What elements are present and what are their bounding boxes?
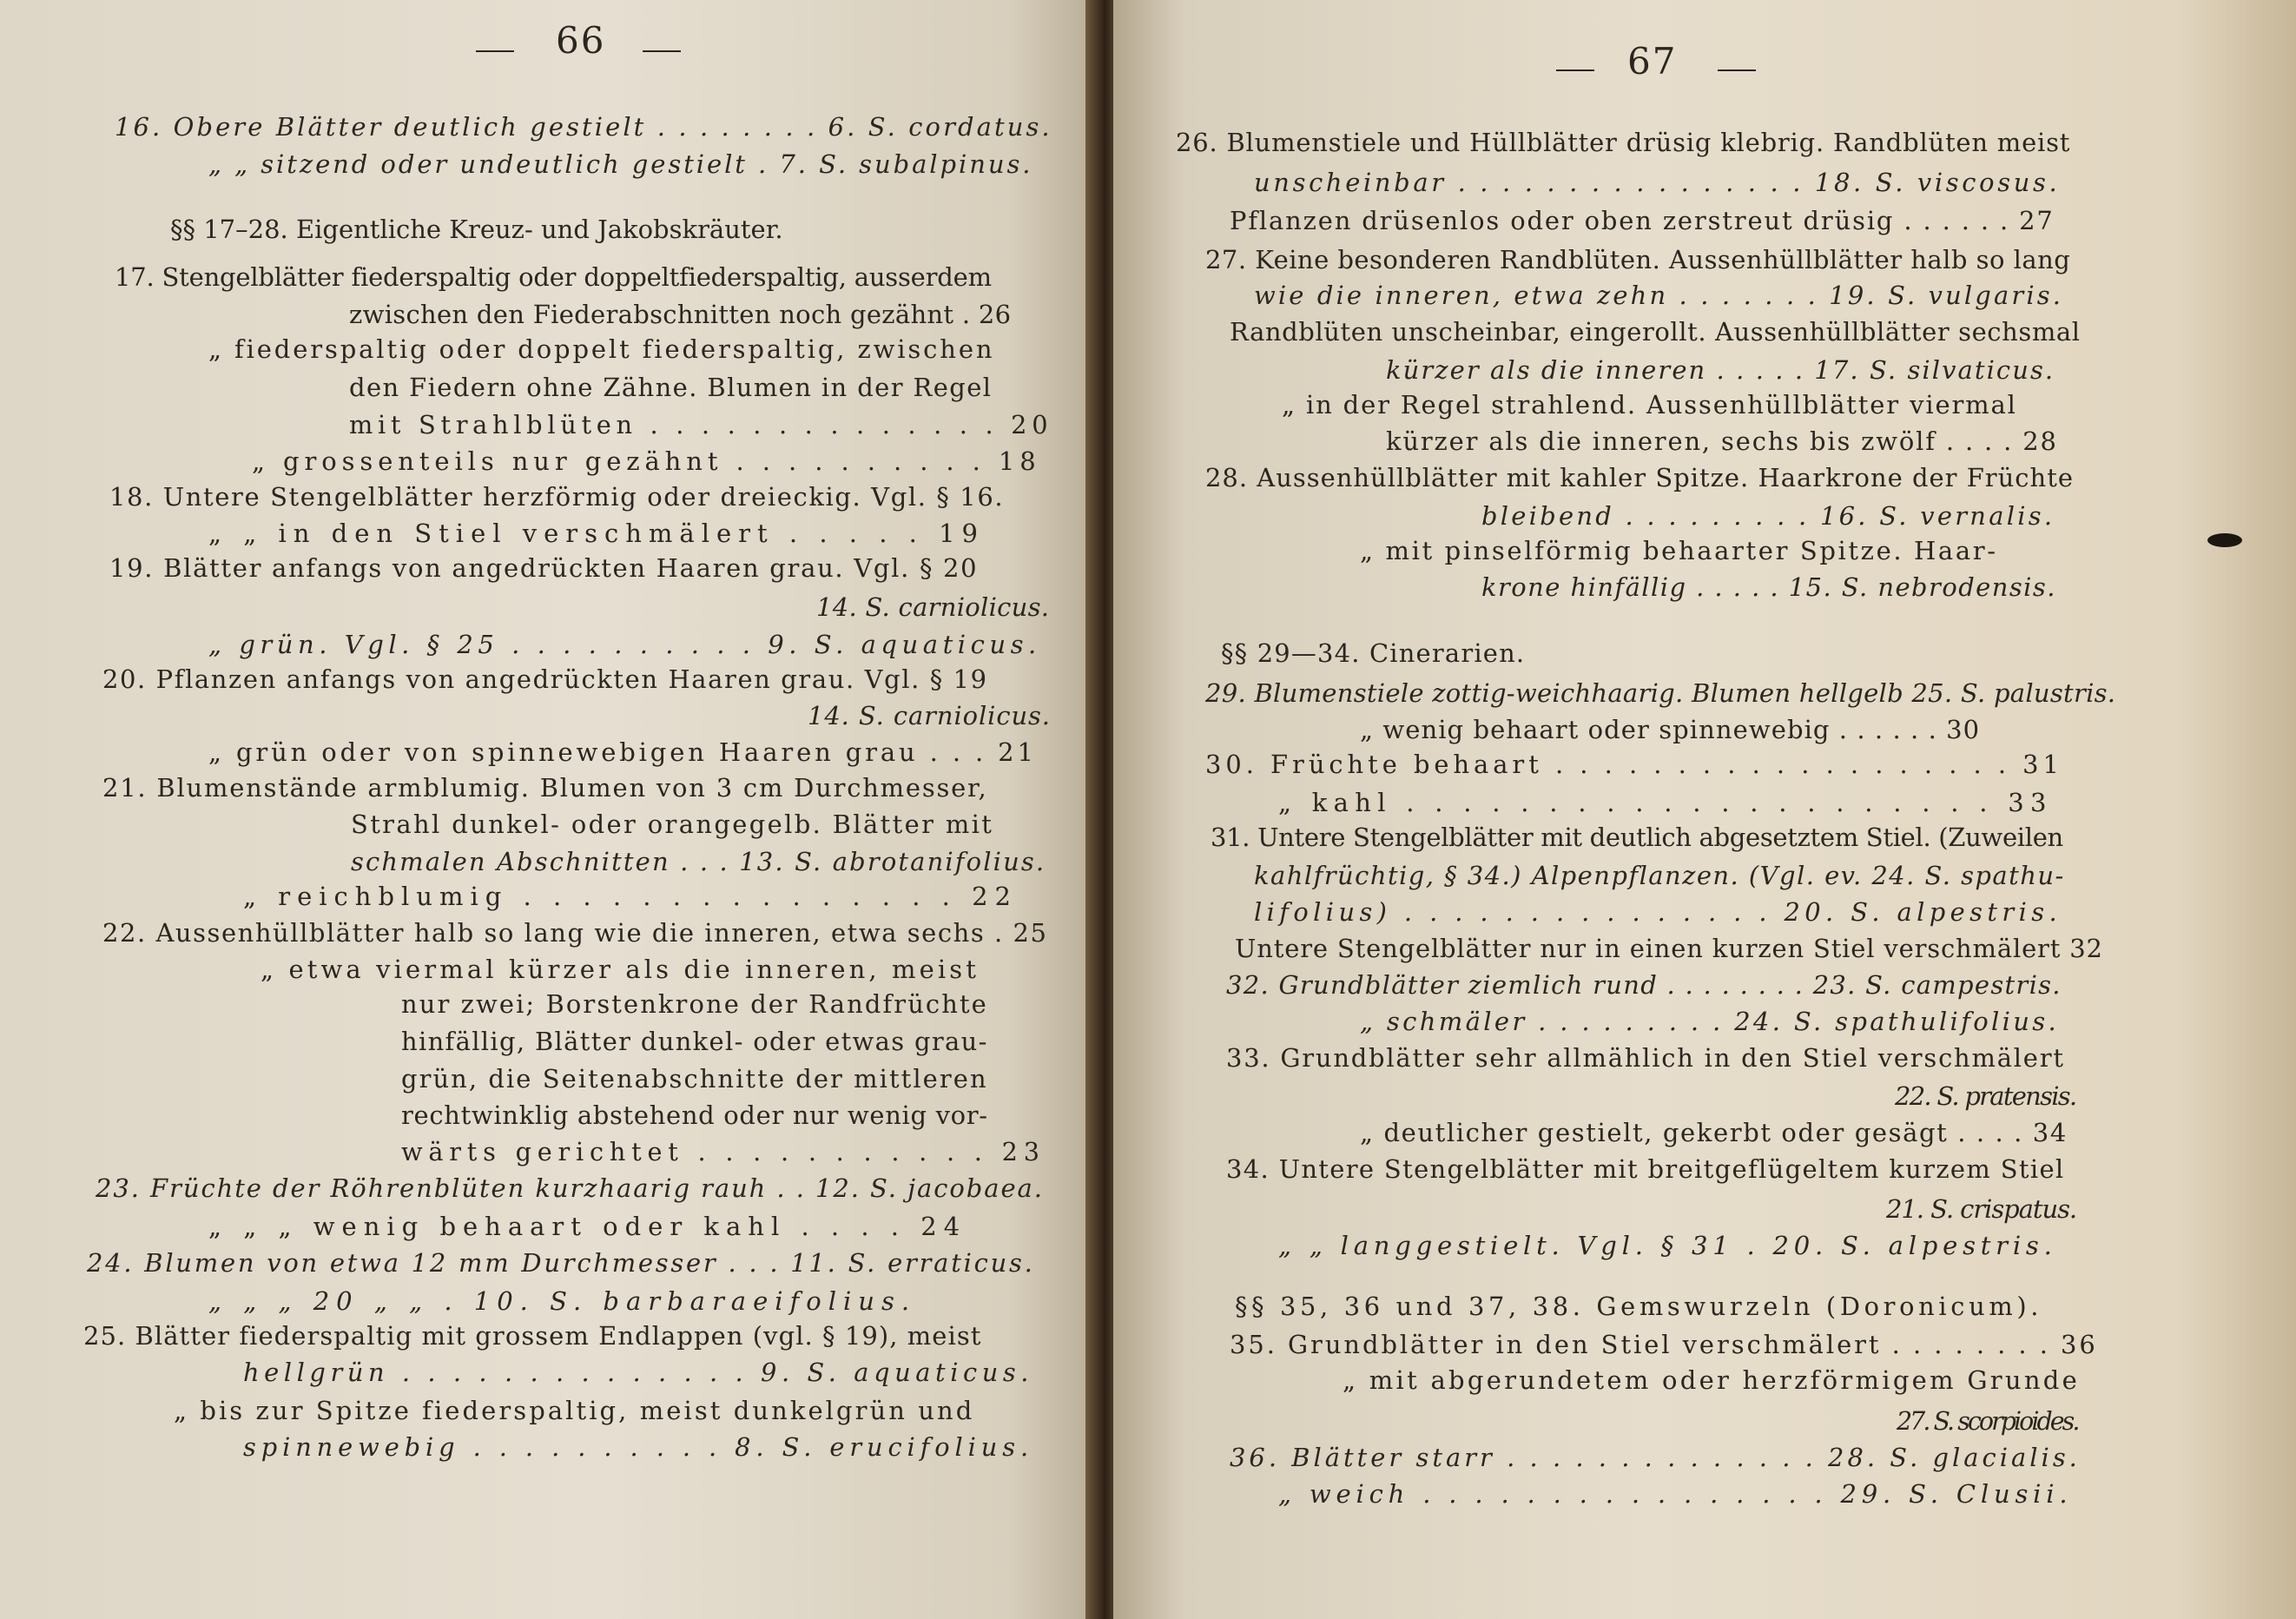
text-line: 25. Blätter fiederspaltig mit grossem Endlappen (vgl. § 19), meist <box>83 1321 982 1351</box>
text-line: „ „ sitzend oder undeutlich gestielt . 7. S. subalpinus. <box>208 149 1033 179</box>
text-line: 28. Aussenhüllblätter mit kahler Spitze. Haarkrone der Früchte <box>1205 463 2074 492</box>
text-line: 30. Früchte behaart . . . . . . . . . . . . . . . . . . . 31 <box>1205 750 2063 779</box>
text-line: „ in der Regel strahlend. Aussenhüllblätter viermal <box>1282 390 2017 420</box>
text-line: 27. S. scorpioides. <box>1897 1406 2078 1436</box>
text-line: 16. Obere Blätter deutlich gestielt . . . . . . . . 6. S. cordatus. <box>115 112 1052 142</box>
text-line: wärts gerichtet . . . . . . . . . . . 23 <box>401 1137 1046 1166</box>
text-line: 17. Stengelblätter fiederspaltig oder doppeltfiederspaltig, ausserdem <box>115 262 992 292</box>
page-number: 67 <box>1627 40 1678 83</box>
text-line: „ reichblumig . . . . . . . . . . . . . . . 22 <box>243 882 1018 911</box>
text-line: spinnewebig . . . . . . . . . . 8. S. erucifolius. <box>243 1432 1034 1462</box>
text-line: 14. S. carniolicus. <box>808 701 1051 730</box>
page-number-dash <box>1718 69 1756 71</box>
text-line: §§ 29—34. Cinerarien. <box>1221 638 1526 668</box>
text-line: „ grün oder von spinnewebigen Haaren grau . . . 21 <box>208 737 1037 767</box>
text-line: „ deutlicher gestielt, gekerbt oder gesägt . . . . 34 <box>1360 1118 2068 1147</box>
text-line: mit Strahlblüten . . . . . . . . . . . . . . 20 <box>349 410 1053 439</box>
text-line: unscheinbar . . . . . . . . . . . . . . . . 18. S. viscosus. <box>1254 168 2061 197</box>
text-line: grün, die Seitenabschnitte der mittleren <box>401 1064 988 1094</box>
text-line: rechtwinklig abstehend oder nur wenig vor- <box>401 1100 988 1130</box>
text-line: „ grossenteils nur gezähnt . . . . . . . . . . 18 <box>252 446 1041 476</box>
page-number-dash <box>1556 69 1594 71</box>
text-line: hinfällig, Blätter dunkel- oder etwas grau- <box>401 1027 988 1056</box>
text-line: hellgrün . . . . . . . . . . . . . . 9. S. aquaticus. <box>243 1358 1034 1387</box>
text-line: 35. Grundblätter in den Stiel verschmälert . . . . . . . . 36 <box>1230 1330 2098 1359</box>
text-line: kürzer als die inneren . . . . . 17. S. silvaticus. <box>1386 355 2055 385</box>
text-line: „ weich . . . . . . . . . . . . . . . . 29. S. Clusii. <box>1278 1479 2073 1509</box>
text-line: 34. Untere Stengelblätter mit breitgeflügeltem kurzem Stiel <box>1226 1154 2065 1184</box>
text-line: Pflanzen drüsenlos oder oben zerstreut drüsig . . . . . . 27 <box>1230 206 2055 235</box>
text-line: bleibend . . . . . . . . . 16. S. vernalis. <box>1481 501 2055 531</box>
text-line: 18. Untere Stengelblätter herzförmig oder dreieckig. Vgl. § 16. <box>109 482 1005 512</box>
text-line: „ etwa viermal kürzer als die inneren, meist <box>261 955 980 984</box>
text-line: „ bis zur Spitze fiederspaltig, meist dunkelgrün und <box>174 1396 975 1425</box>
text-line: den Fiedern ohne Zähne. Blumen in der Regel <box>349 373 993 402</box>
text-line: 14. S. carniolicus. <box>816 592 1050 622</box>
text-line: 23. Früchte der Röhrenblüten kurzhaarig rauh . . 12. S. jacobaea. <box>96 1173 1044 1203</box>
text-line: 22. S. pratensis. <box>1895 1081 2076 1111</box>
text-line: 29. Blumenstiele zottig-weichhaarig. Blumen hellgelb 25. S. palustris. <box>1205 678 2116 708</box>
text-line: „ grün. Vgl. § 25 . . . . . . . . . . 9. S. aquaticus. <box>208 630 1041 659</box>
text-line: 24. Blumen von etwa 12 mm Durchmesser . . . 11. S. erraticus. <box>87 1248 1035 1278</box>
text-line: kürzer als die inneren, sechs bis zwölf . . . . 28 <box>1386 426 2058 456</box>
text-line: 27. Keine besonderen Randblüten. Aussenhüllblätter halb so lang <box>1205 245 2071 274</box>
text-line: 36. Blätter starr . . . . . . . . . . . . . . 28. S. glacialis. <box>1230 1443 2081 1472</box>
text-line: „ wenig behaart oder spinnewebig . . . . . . 30 <box>1360 715 1981 744</box>
text-line: 33. Grundblätter sehr allmählich in den Stiel verschmälert <box>1226 1043 2065 1073</box>
text-line: „ schmäler . . . . . . . . . 24. S. spathulifolius. <box>1360 1007 2060 1036</box>
text-line: schmalen Abschnitten . . . 13. S. abrotanifolius. <box>351 847 1046 876</box>
text-line: zwischen den Fiederabschnitten noch gezähnt . 26 <box>349 300 1012 329</box>
text-line: „ „ in den Stiel verschmälert . . . . . 19 <box>208 519 985 548</box>
text-line: Untere Stengelblätter nur in einen kurzen Stiel verschmälert 32 <box>1235 934 2103 963</box>
text-line: „ „ „ 20 „ „ . 10. S. barbaraeifolius. <box>208 1286 917 1316</box>
text-line: 31. Untere Stengelblätter mit deutlich abgesetztem Stiel. (Zuweilen <box>1211 823 2063 852</box>
text-line: 22. Aussenhüllblätter halb so lang wie die inneren, etwa sechs . 25 <box>102 918 1048 948</box>
text-line: 26. Blumenstiele und Hüllblätter drüsig klebrig. Randblüten meist <box>1176 128 2071 157</box>
text-line: lifolius) . . . . . . . . . . . . . . . 20. S. alpestris. <box>1254 897 2062 927</box>
text-line: „ „ langgestielt. Vgl. § 31 . 20. S. alpestris. <box>1278 1231 2057 1260</box>
page-number: 66 <box>556 19 606 62</box>
text-line: 19. Blätter anfangs von angedrückten Haaren grau. Vgl. § 20 <box>109 553 979 583</box>
text-line: 20. Pflanzen anfangs von angedrückten Haaren grau. Vgl. § 19 <box>102 664 988 694</box>
text-line: „ mit abgerundetem oder herzförmigem Grunde <box>1343 1365 2081 1395</box>
text-line: §§ 35, 36 und 37, 38. Gemswurzeln (Doronicum). <box>1235 1292 2043 1321</box>
ink-blot <box>2207 533 2242 547</box>
text-line: „ kahl . . . . . . . . . . . . . . . . . . . . . 33 <box>1278 788 2053 817</box>
text-line: §§ 17–28. Eigentliche Kreuz- und Jakobskräuter. <box>170 215 783 244</box>
page-number-dash <box>476 50 514 52</box>
text-line: Strahl dunkel- oder orangegelb. Blätter mit <box>351 810 994 839</box>
text-line: nur zwei; Borstenkrone der Randfrüchte <box>401 989 988 1019</box>
text-line: wie die inneren, etwa zehn . . . . . . . 19. S. vulgaris. <box>1254 281 2064 310</box>
page-number-dash <box>643 50 681 52</box>
text-line: „ „ „ wenig behaart oder kahl . . . . 24 <box>208 1212 967 1241</box>
text-line: „ mit pinselförmig behaarter Spitze. Haar- <box>1360 536 1998 565</box>
text-line: 32. Grundblätter ziemlich rund . . . . . . . . 23. S. campestris. <box>1226 970 2062 1000</box>
text-line: „ fiederspaltig oder doppelt fiederspaltig, zwischen <box>208 334 995 364</box>
text-line: 21. Blumenstände armblumig. Blumen von 3 cm Durchmesser, <box>102 773 988 803</box>
left-page <box>0 0 1096 1619</box>
text-line: 21. S. crispatus. <box>1886 1194 2077 1224</box>
text-line: kahlfrüchtig, § 34.) Alpenpflanzen. (Vgl. ev. 24. S. spathu- <box>1254 861 2065 890</box>
text-line: Randblüten unscheinbar, eingerollt. Aussenhüllblätter sechsmal <box>1230 317 2081 347</box>
right-page <box>1113 0 2296 1619</box>
text-line: krone hinfällig . . . . . 15. S. nebrodensis. <box>1481 572 2056 602</box>
